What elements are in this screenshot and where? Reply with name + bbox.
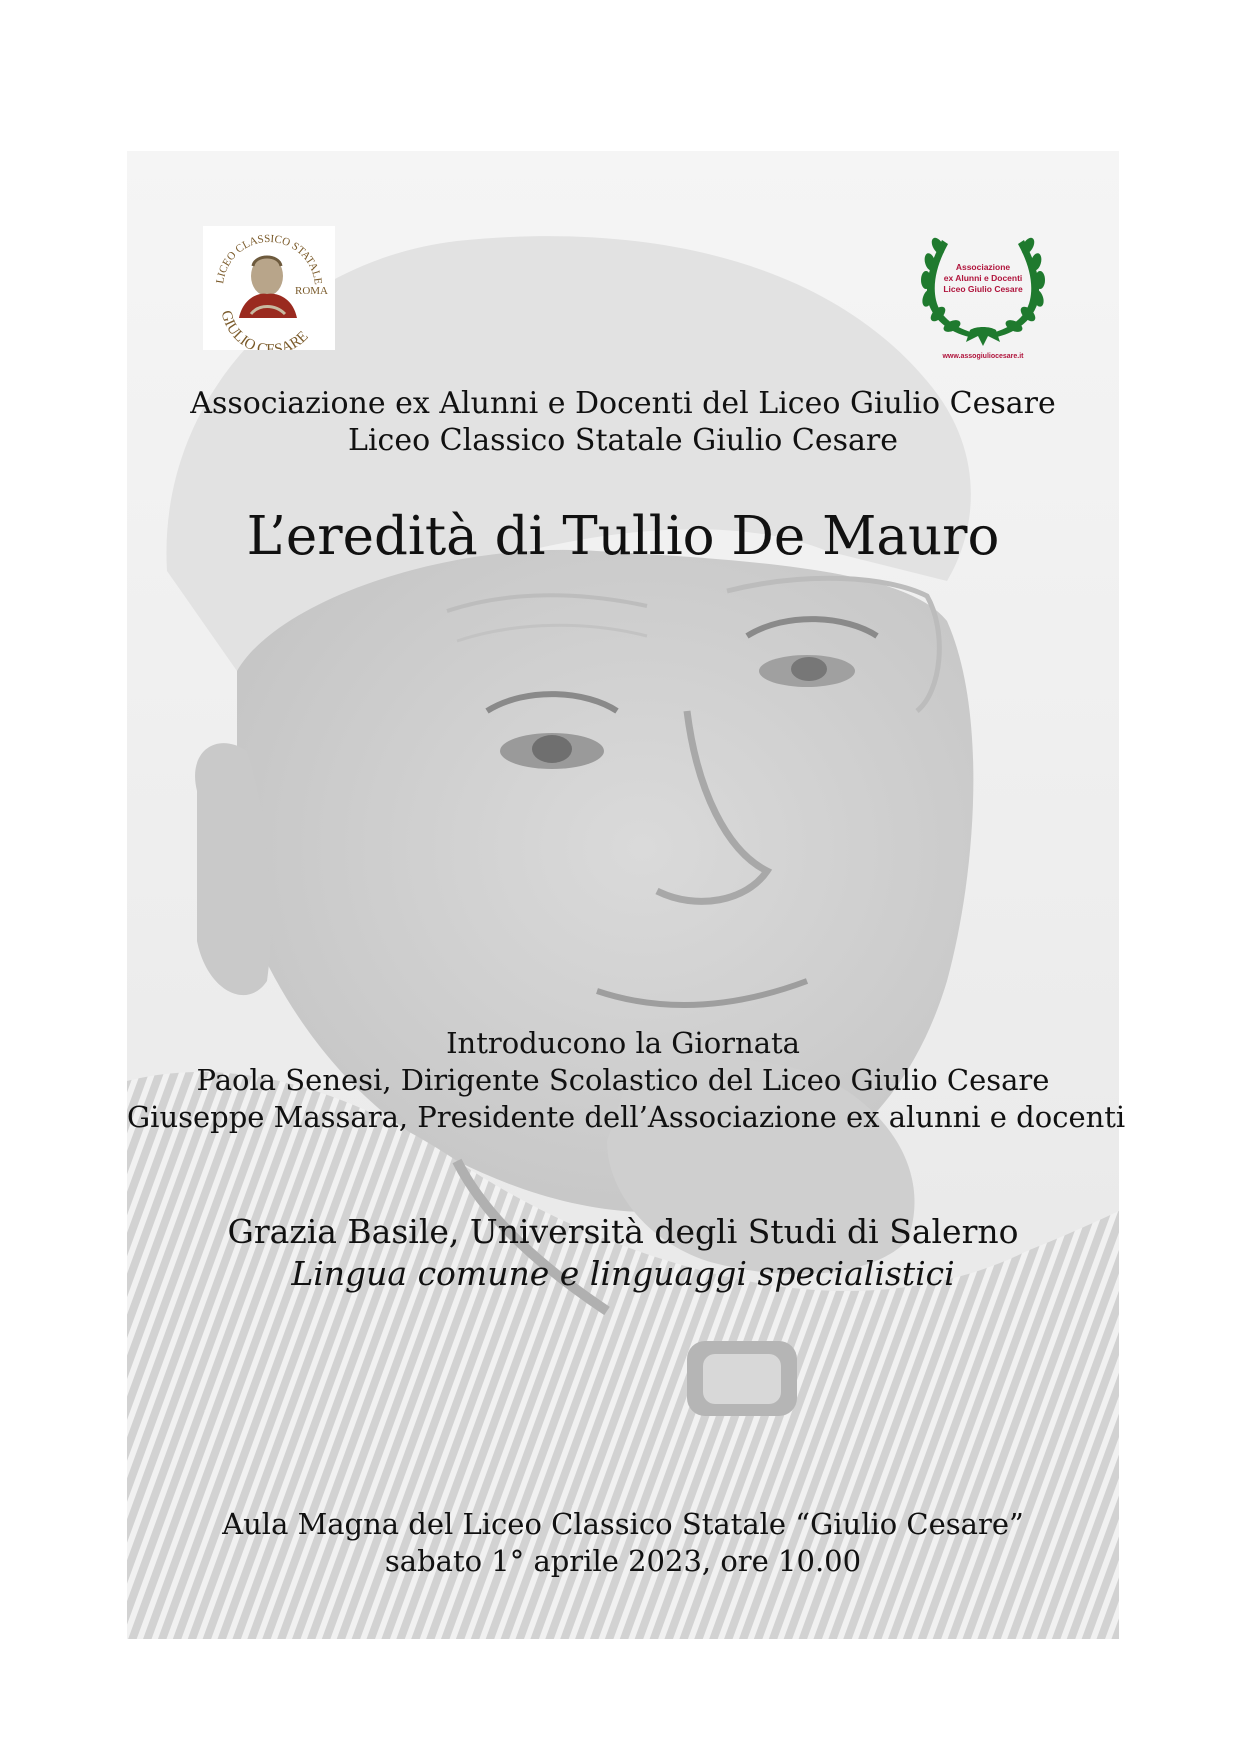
page-title: L’eredità di Tullio De Mauro: [246, 506, 1000, 567]
poster-background: [127, 151, 1126, 1639]
school-logo-name: GIULIO CESARE: [217, 308, 312, 350]
talk-title: Lingua comune e linguaggi specialistici: [291, 1254, 955, 1293]
association-logo-line-1: Associazione: [955, 262, 1011, 272]
school-logo: [203, 226, 335, 350]
school-heading: Liceo Classico Statale Giulio Cesare: [348, 423, 898, 458]
association-logo-line-3: Liceo Giulio Cesare: [943, 284, 1023, 294]
venue-place: Aula Magna del Liceo Classico Statale “Giulio Cesare”: [222, 1507, 1024, 1541]
event-datetime: sabato 1° aprile 2023, ore 10.00: [384, 1544, 862, 1578]
association-logo-website: www.assogiuliocesare.it: [942, 353, 1024, 360]
school-logo-arc-text: LICEO CLASSICO STATALE: [214, 232, 324, 286]
intro-speaker-1: Paola Senesi, Dirigente Scolastico del Liceo Giulio Cesare: [196, 1063, 1050, 1097]
association-logo: [912, 230, 1054, 362]
association-heading: Associazione ex Alunni e Docenti del Liceo Giulio Cesare: [190, 386, 1056, 421]
association-logo-line-2: ex Alunni e Docenti: [943, 273, 1023, 283]
intro-heading: Introducono la Giornata: [446, 1026, 800, 1060]
portrait-photo: [127, 151, 1126, 1639]
talk-speaker: Grazia Basile, Università degli Studi di Salerno: [227, 1212, 1019, 1251]
intro-speaker-2: Giuseppe Massara, Presidente dell’Associazione ex alunni e docenti: [127, 1100, 1126, 1134]
school-logo-city: ROMA: [295, 285, 329, 297]
